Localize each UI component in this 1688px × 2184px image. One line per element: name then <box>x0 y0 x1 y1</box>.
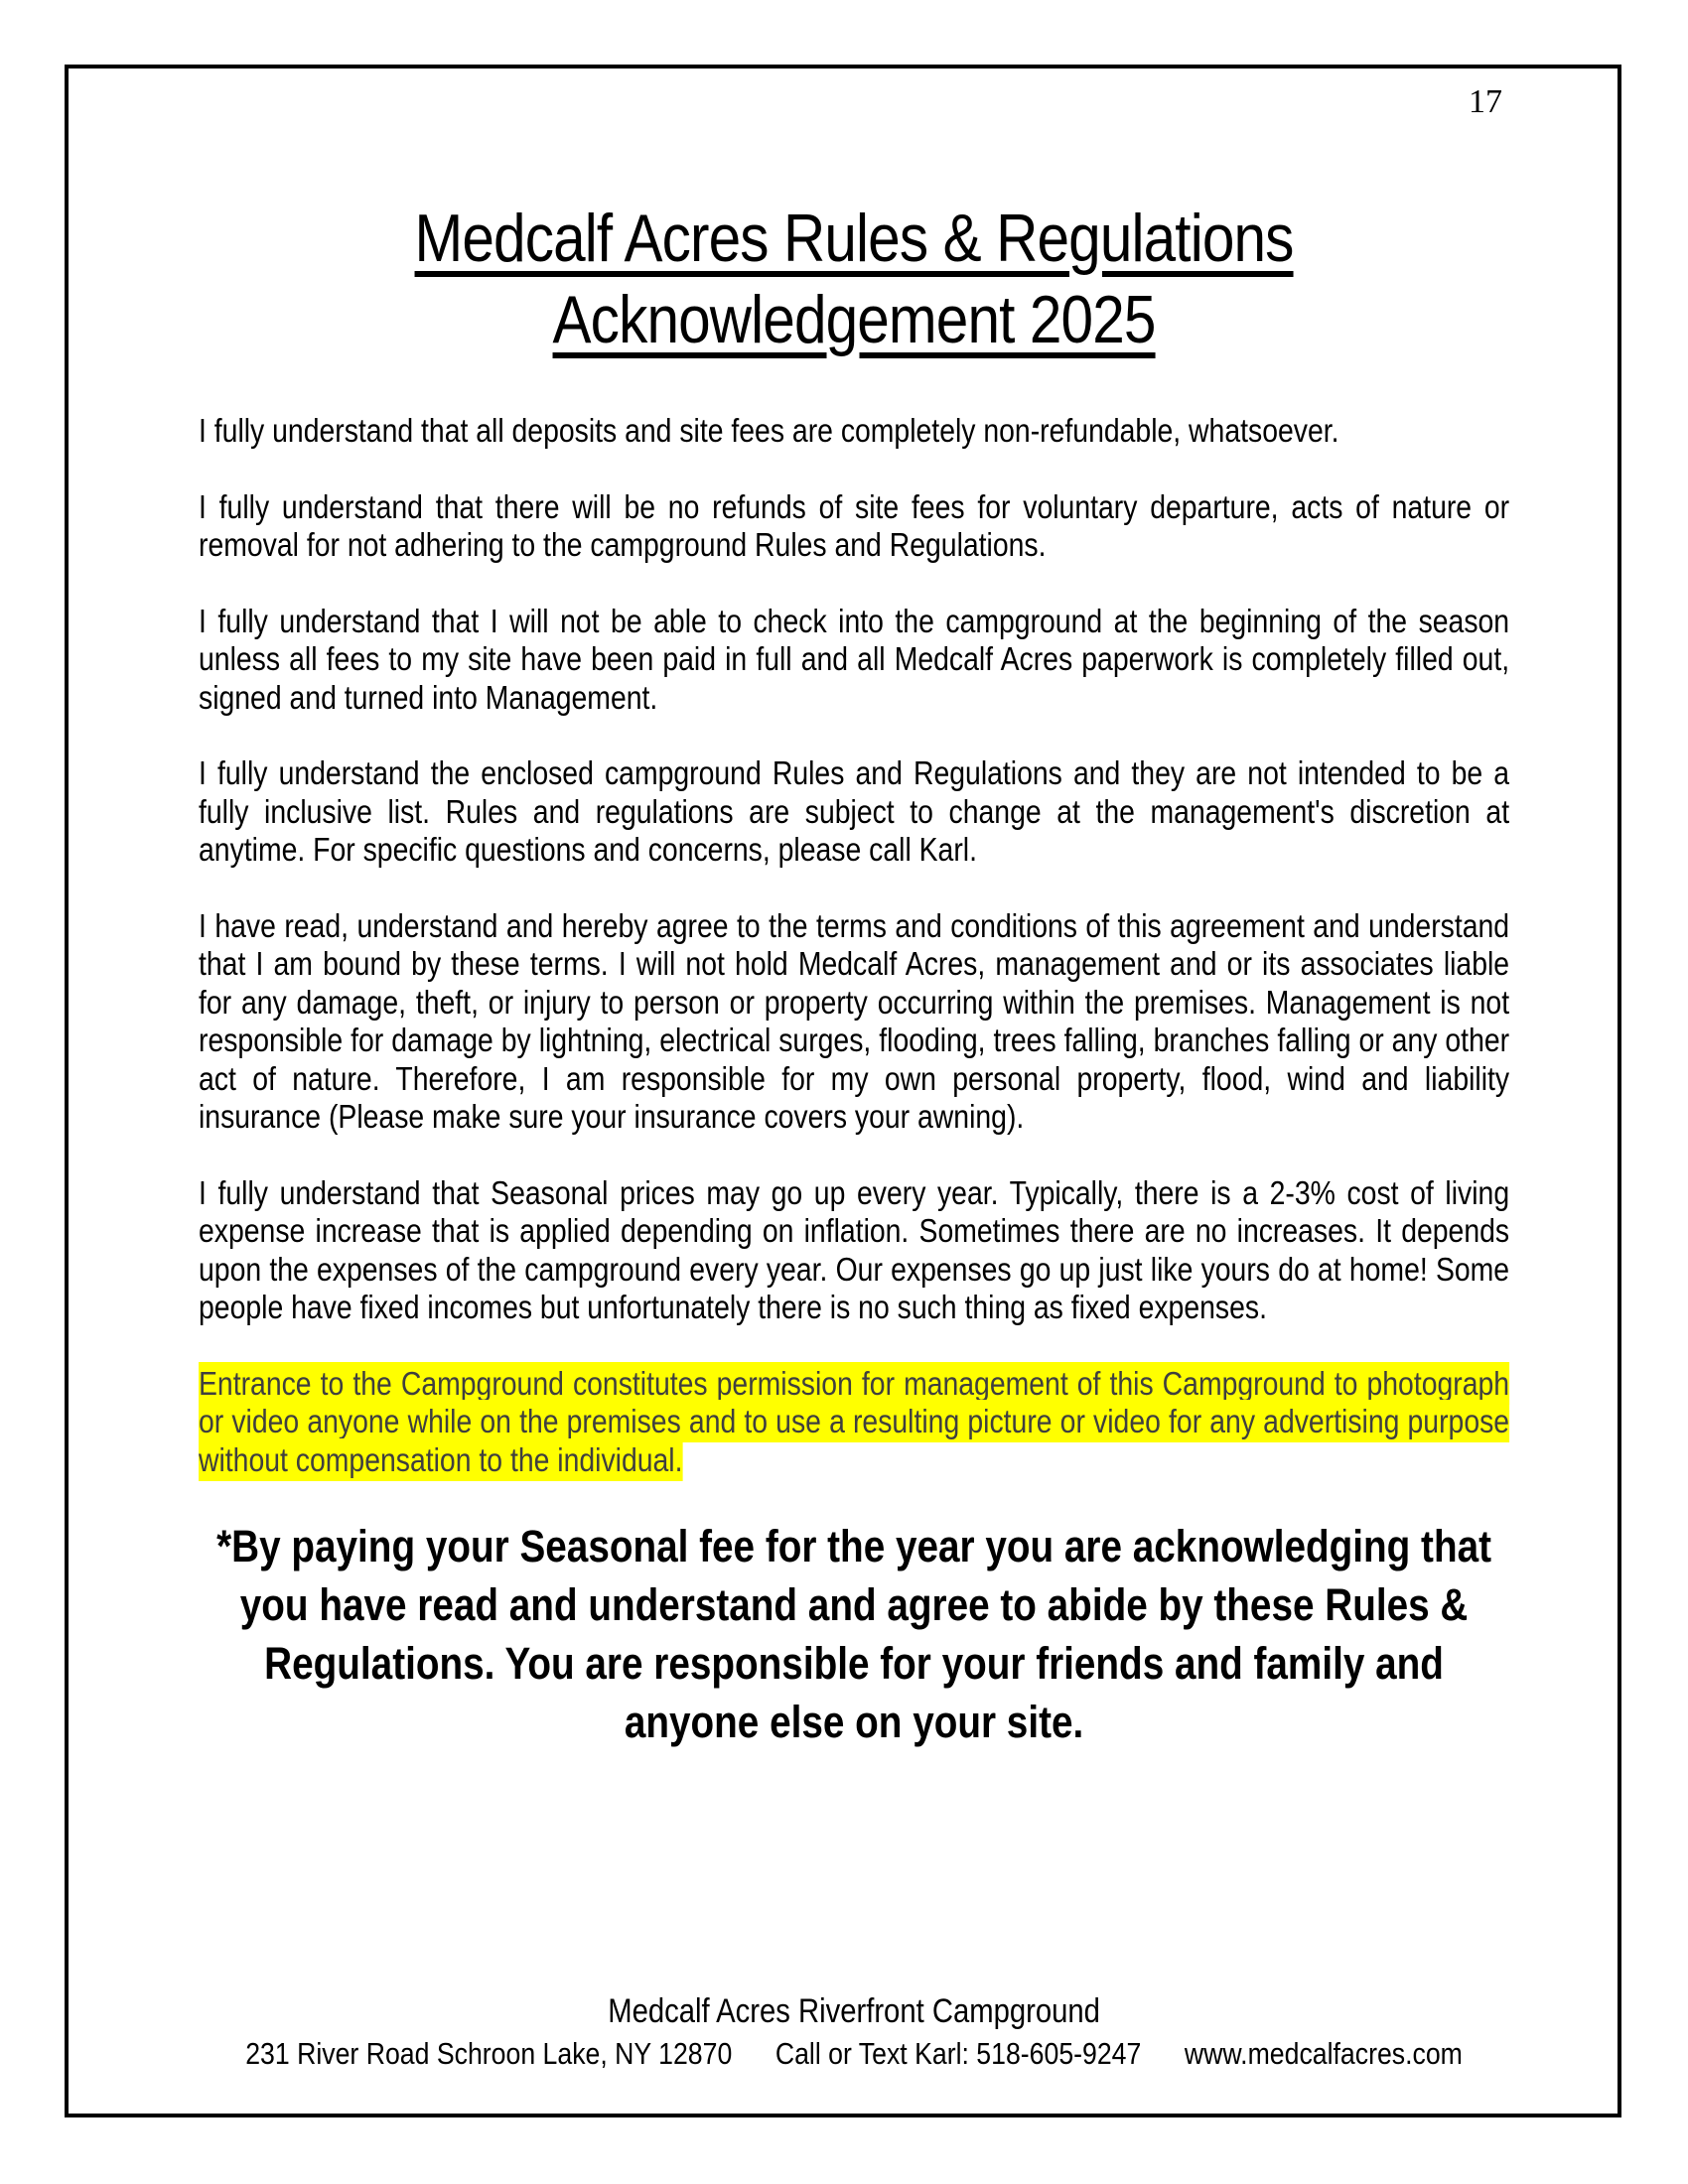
paragraph-seasonal-prices: I fully understand that Seasonal prices may go up every year. Typically, there is a 2-3% cost of living expense increase that is applied depending on inflation. Sometimes there are no increases. It depends upon the expenses of the campground every year. Our expenses go up just like yours do at home! Some people have fixed incomes but unfortunately there is no such thing as fixed expenses. <box>199 1173 1510 1325</box>
page-footer <box>199 1991 1509 2072</box>
paragraph-no-refunds: I fully understand that there will be no refunds of site fees for voluntary departure, acts of nature or removal for not adhering to the campground Rules and Regulations. <box>199 487 1510 563</box>
footer-address: 231 River Road Schroon Lake, NY 12870 <box>245 2036 733 2071</box>
paragraph-checkin-requirements: I fully understand that I will not be able to check into the campground at the beginning of the season unless all fees to my site have been paid in full and all Medcalf Acres paperwork is completely filled out, signed and turned into Management. <box>199 602 1510 716</box>
paragraph-deposits-nonrefundable: I fully understand that all deposits and site fees are completely non-refundable, whatsoever. <box>199 412 1339 449</box>
footer-contact-line <box>199 2035 1509 2072</box>
paragraph-liability: I have read, understand and hereby agree to the terms and conditions of this agreement and understand that I am bound by these terms. I will not hold Medcalf Acres, management and or its associates liable for any damage, theft, or injury to person or property occurring within the premises. Management is not responsible for damage by lightning, electrical surges, flooding, trees falling, branches falling or any other act of nature. Therefore, I am responsible for my own personal property, flood, wind and liability insurance (Please make sure your insurance covers your awning). <box>199 906 1510 1135</box>
paragraph-photo-release <box>199 1365 1509 1480</box>
footer-phone: Call or Text Karl: 518-605-9247 <box>774 2036 1142 2071</box>
title-line-1: Medcalf Acres Rules & Regulations <box>414 201 1294 276</box>
acknowledgement-statement: *By paying your Seasonal fee for the year you are acknowledging that you have read and understand and agree to abide by these Rules & Regulations. You are responsible for your friends and family and anyone else on your site. <box>216 1521 1491 1747</box>
title-line-2: Acknowledgement 2025 <box>552 282 1156 357</box>
campground-name: Medcalf Acres Riverfront Campground <box>608 1992 1100 2030</box>
document-title <box>199 198 1509 360</box>
content-column <box>199 68 1509 1751</box>
page-number: 17 <box>1469 83 1502 120</box>
paragraph-rules-not-inclusive: I fully understand the enclosed campground Rules and Regulations and they are not intended to be a fully inclusive list. Rules and regulations are subject to change at the management's discretion at anytime. For specific questions and concerns, please call Karl. <box>199 754 1510 868</box>
highlighted-photo-release-text: Entrance to the Campground constitutes permission for management of this Campground to photograph or video anyone while on the premises and to use a resulting picture or video for any advertising purpose without compensation to the individual. <box>199 1362 1509 1481</box>
footer-website: www.medcalfacres.com <box>1184 2036 1463 2071</box>
page-border <box>65 65 1621 2117</box>
